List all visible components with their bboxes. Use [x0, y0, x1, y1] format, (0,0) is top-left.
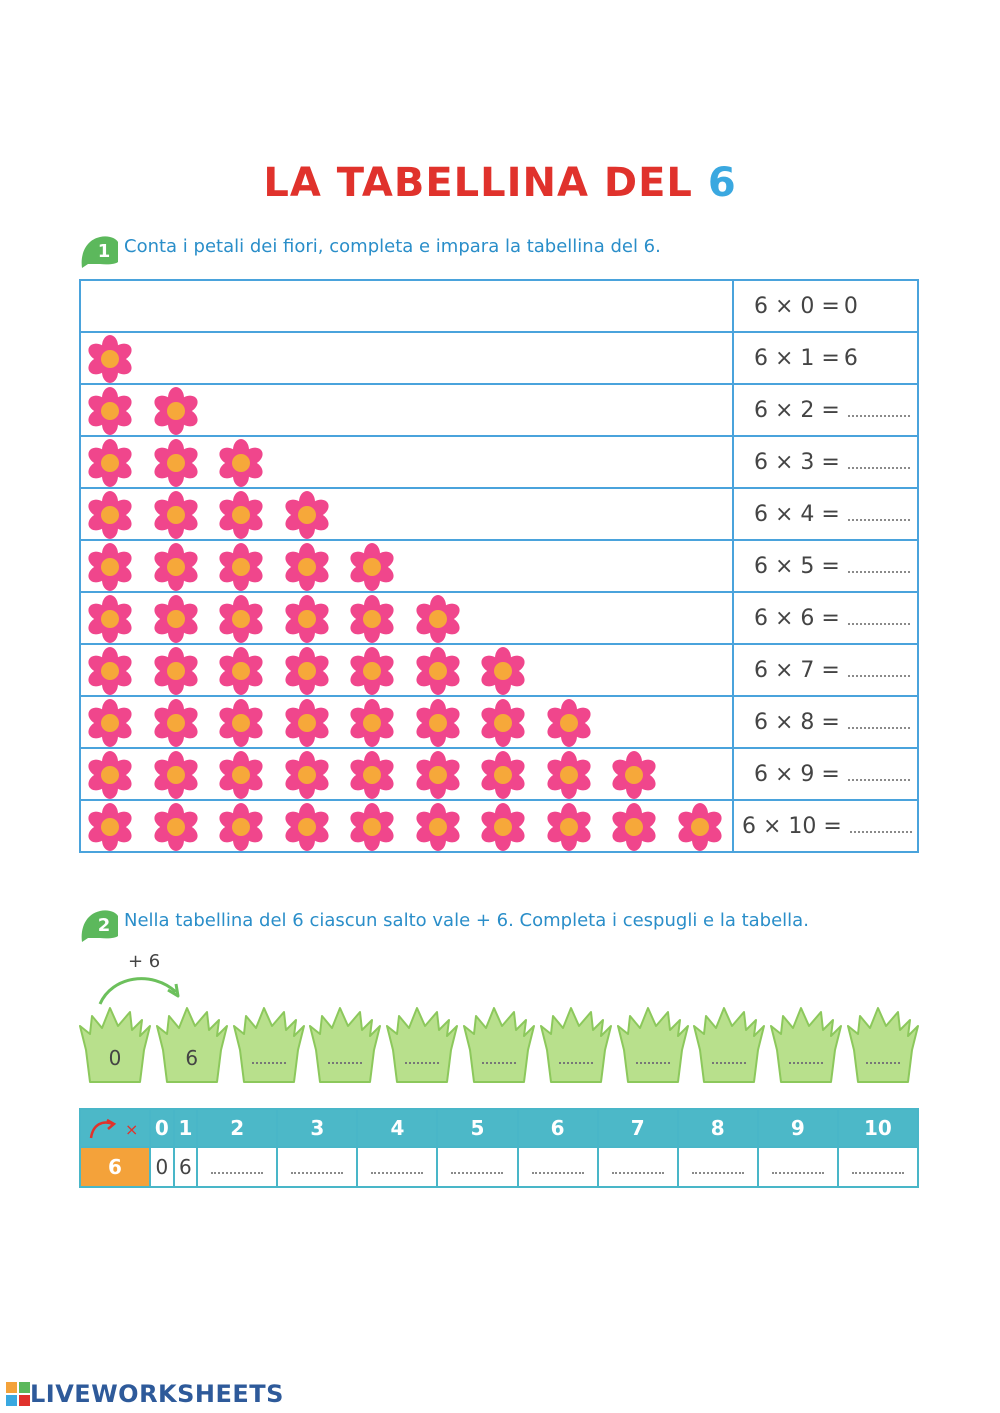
flower-icon — [151, 386, 201, 436]
flower-icon — [85, 594, 135, 644]
answer-blank[interactable] — [848, 611, 910, 625]
answer-blank[interactable] — [848, 663, 910, 677]
table-row — [80, 696, 918, 748]
flower-icon — [85, 334, 135, 384]
answer-blank[interactable] — [291, 1158, 343, 1174]
row-label: 6 — [80, 1147, 150, 1187]
value-blank-cell[interactable] — [197, 1147, 277, 1187]
flower-icon — [347, 646, 397, 696]
value-blank-cell[interactable] — [758, 1147, 838, 1187]
answer-blank[interactable] — [848, 559, 910, 573]
title-text: LA TABELLINA DEL — [263, 160, 693, 206]
flower-cell — [80, 332, 733, 384]
flower-icon — [478, 698, 528, 748]
header-cell: 8 — [678, 1109, 758, 1147]
flower-icon — [216, 646, 266, 696]
flower-icon — [282, 542, 332, 592]
equation-text: 6 × 6 = — [754, 605, 840, 631]
flower-icon — [544, 698, 594, 748]
flower-icon — [413, 594, 463, 644]
flower-cell — [80, 592, 733, 644]
equation-text: 6 × 1 = — [754, 345, 840, 371]
equation-cell — [733, 800, 918, 852]
flower-icon — [413, 698, 463, 748]
header-cell: 0 — [150, 1109, 174, 1147]
flower-icon — [282, 698, 332, 748]
bush[interactable] — [462, 1004, 536, 1086]
flower-icon — [151, 490, 201, 540]
answer-blank[interactable] — [692, 1158, 744, 1174]
equation-text: 6 × 4 = — [754, 501, 840, 527]
flower-icon — [347, 542, 397, 592]
equation-text: 6 × 9 = — [754, 761, 840, 787]
value-blank-cell[interactable] — [518, 1147, 598, 1187]
flower-icon — [282, 594, 332, 644]
bush-answer-blank[interactable] — [328, 1062, 362, 1064]
flower-icon — [282, 646, 332, 696]
equation-text: 6 × 2 = — [754, 397, 840, 423]
table-row — [80, 748, 918, 800]
flower-icon — [675, 802, 725, 852]
flower-cell — [80, 436, 733, 488]
value-cell: 0 — [150, 1147, 174, 1187]
bush — [78, 1004, 152, 1086]
title-number: 6 — [707, 160, 737, 206]
bush-value: 0 — [108, 1046, 122, 1070]
value-blank-cell[interactable] — [838, 1147, 918, 1187]
bush[interactable] — [232, 1004, 306, 1086]
flower-icon — [151, 438, 201, 488]
flower-icon — [282, 490, 332, 540]
value-blank-cell[interactable] — [678, 1147, 758, 1187]
table-row — [80, 332, 918, 384]
footer-brand: LIVEWORKSHEETS — [30, 1380, 284, 1408]
flower-icon — [216, 490, 266, 540]
answer-blank[interactable] — [371, 1158, 423, 1174]
flower-icon — [413, 750, 463, 800]
header-cell: 2 — [197, 1109, 277, 1147]
answer-blank[interactable] — [612, 1158, 664, 1174]
flower-icon — [85, 750, 135, 800]
bush — [155, 1004, 229, 1086]
equation-cell — [733, 748, 918, 800]
bush[interactable] — [846, 1004, 920, 1086]
equation-text: 6 × 0 = — [754, 293, 840, 319]
flower-icon — [151, 594, 201, 644]
bush[interactable] — [616, 1004, 690, 1086]
svg-text:×: × — [125, 1120, 139, 1139]
header-cell: 9 — [758, 1109, 838, 1147]
header-cell: 10 — [838, 1109, 918, 1147]
answer-blank[interactable] — [451, 1158, 503, 1174]
equation-cell — [733, 280, 918, 332]
flower-cell — [80, 280, 733, 332]
jump-arrow-icon — [92, 968, 192, 1008]
value-blank-cell[interactable] — [598, 1147, 678, 1187]
svg-text:2: 2 — [97, 915, 111, 936]
flower-icon — [347, 698, 397, 748]
equation-answer: 0 — [843, 293, 858, 319]
equation-cell — [733, 384, 918, 436]
table-corner — [80, 1109, 150, 1147]
header-cell: 1 — [174, 1109, 198, 1147]
header-cell: 5 — [437, 1109, 517, 1147]
answer-blank[interactable] — [211, 1158, 263, 1174]
answer-blank[interactable] — [848, 715, 910, 729]
flower-icon — [216, 542, 266, 592]
equation-cell — [733, 540, 918, 592]
flower-icon — [478, 802, 528, 852]
flower-icon — [216, 594, 266, 644]
equation-text: 6 × 3 = — [754, 449, 840, 475]
exercise-2-instruction: Nella tabellina del 6 ciascun salto vale + 6. Completa i cespugli e la tabella. — [124, 910, 809, 931]
equation-cell — [733, 488, 918, 540]
exercise-1-instruction: Conta i petali dei fiori, completa e impara la tabellina del 6. — [124, 236, 661, 257]
flower-icon — [85, 802, 135, 852]
flower-icon — [216, 802, 266, 852]
answer-blank[interactable] — [848, 403, 910, 417]
flower-icon — [282, 802, 332, 852]
bush-value: 6 — [185, 1046, 199, 1070]
flower-cell — [80, 696, 733, 748]
bush-answer-blank[interactable] — [405, 1062, 439, 1064]
times-six-table — [79, 1108, 919, 1188]
flower-icon — [347, 802, 397, 852]
liveworksheets-logo-icon — [6, 1382, 30, 1406]
page-title — [0, 160, 1000, 206]
table-row — [80, 800, 918, 852]
header-cell: 3 — [277, 1109, 357, 1147]
answer-blank[interactable] — [852, 1158, 904, 1174]
answer-blank[interactable] — [848, 455, 910, 469]
flower-icon — [151, 542, 201, 592]
flower-icon — [609, 802, 659, 852]
svg-text:1: 1 — [97, 241, 111, 262]
multiplication-table — [79, 279, 919, 853]
flower-icon — [151, 802, 201, 852]
flower-icon — [216, 698, 266, 748]
bush[interactable] — [539, 1004, 613, 1086]
flower-icon — [609, 750, 659, 800]
flower-cell — [80, 540, 733, 592]
equation-text: 6 × 7 = — [754, 657, 840, 683]
flower-cell — [80, 748, 733, 800]
table-row — [80, 644, 918, 696]
flower-icon — [216, 750, 266, 800]
equation-cell — [733, 644, 918, 696]
flower-cell — [80, 644, 733, 696]
flower-icon — [347, 750, 397, 800]
jump-label: + 6 — [128, 951, 161, 972]
equation-cell — [733, 592, 918, 644]
answer-blank[interactable] — [848, 767, 910, 781]
flower-icon — [151, 750, 201, 800]
table-row — [80, 280, 918, 332]
answer-blank[interactable] — [772, 1158, 824, 1174]
bush-answer-blank[interactable] — [866, 1062, 900, 1064]
table-row — [80, 592, 918, 644]
flower-icon — [347, 594, 397, 644]
header-cell: 6 — [518, 1109, 598, 1147]
flower-icon — [478, 750, 528, 800]
curved-arrow-icon — [85, 1112, 145, 1144]
answer-blank[interactable] — [532, 1158, 584, 1174]
bush-answer-blank[interactable] — [712, 1062, 746, 1064]
flower-icon — [216, 438, 266, 488]
equation-text: 6 × 5 = — [754, 553, 840, 579]
flower-icon — [85, 646, 135, 696]
footer-logo — [6, 1379, 284, 1409]
flower-icon — [85, 438, 135, 488]
value-blank-cell[interactable] — [277, 1147, 357, 1187]
value-blank-cell[interactable] — [357, 1147, 437, 1187]
flower-cell — [80, 384, 733, 436]
flower-icon — [151, 646, 201, 696]
value-blank-cell[interactable] — [437, 1147, 517, 1187]
equation-text: 6 × 8 = — [754, 709, 840, 735]
bush[interactable] — [308, 1004, 382, 1086]
flower-icon — [282, 750, 332, 800]
exercise-number-badge — [78, 906, 120, 944]
flower-icon — [544, 750, 594, 800]
header-cell: 4 — [357, 1109, 437, 1147]
flower-icon — [544, 802, 594, 852]
flower-cell — [80, 488, 733, 540]
table-row — [80, 436, 918, 488]
equation-cell — [733, 696, 918, 748]
equation-cell — [733, 332, 918, 384]
flower-icon — [151, 698, 201, 748]
exercise-number-badge — [78, 232, 120, 270]
value-cell: 6 — [174, 1147, 198, 1187]
flower-icon — [413, 802, 463, 852]
bush-answer-blank[interactable] — [636, 1062, 670, 1064]
flower-icon — [413, 646, 463, 696]
equation-text: 6 × 10 = — [742, 813, 842, 839]
equation-cell — [733, 436, 918, 488]
bush-answer-blank[interactable] — [789, 1062, 823, 1064]
table-row — [80, 488, 918, 540]
bush-answer-blank[interactable] — [482, 1062, 516, 1064]
flower-icon — [85, 542, 135, 592]
equation-answer: 6 — [843, 345, 858, 371]
flower-icon — [85, 490, 135, 540]
table-row — [80, 540, 918, 592]
table-row — [80, 384, 918, 436]
answer-blank[interactable] — [848, 507, 910, 521]
bush-answer-blank[interactable] — [252, 1062, 286, 1064]
flower-cell — [80, 800, 733, 852]
bush[interactable] — [692, 1004, 766, 1086]
flower-icon — [85, 698, 135, 748]
header-cell: 7 — [598, 1109, 678, 1147]
bush-answer-blank[interactable] — [559, 1062, 593, 1064]
flower-icon — [478, 646, 528, 696]
flower-icon — [85, 386, 135, 436]
answer-blank[interactable] — [850, 819, 912, 833]
bush[interactable] — [385, 1004, 459, 1086]
bush[interactable] — [769, 1004, 843, 1086]
